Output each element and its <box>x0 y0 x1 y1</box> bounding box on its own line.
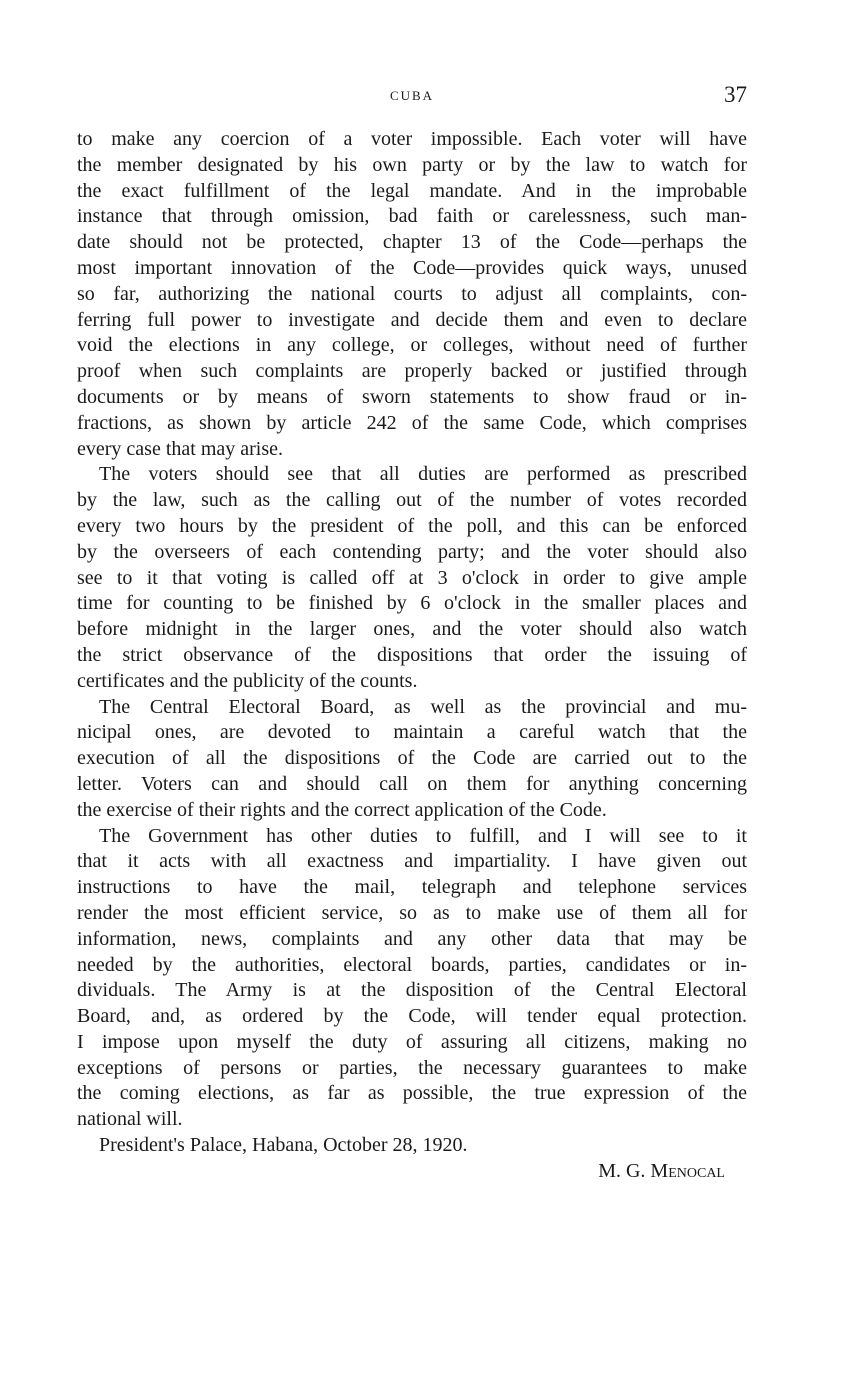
running-title: CUBA <box>389 88 435 103</box>
paragraph-2 <box>77 462 747 694</box>
text-line: to make any coercion of a voter impossible. Each voter will have <box>77 128 747 150</box>
text-line: void the elections in any college, or colleges, without need of further <box>77 334 747 357</box>
text-line: exceptions of persons or parties, the necessary guarantees to make <box>77 1056 747 1079</box>
text-line: letter. Voters can and should call on them for anything concerning <box>77 772 747 795</box>
text-line: proof when such complaints are properly backed or justified through <box>77 360 747 383</box>
text-line: dividuals. The Army is at the disposition of the Central Electoral <box>77 979 747 1002</box>
text-line: every two hours by the president of the poll, and this can be enforced <box>77 514 747 537</box>
text-line: needed by the authorities, electoral boards, parties, candidates or in- <box>77 953 747 976</box>
text-line: national will. <box>77 1108 183 1131</box>
text-line: so far, authorizing the national courts to adjust all complaints, con- <box>77 282 747 305</box>
text-line: instructions to have the mail, telegraph and telephone services <box>77 876 747 899</box>
text-line: ferring full power to investigate and decide them and even to declare <box>77 308 747 331</box>
text-line: information, news, complaints and any other data that may be <box>77 927 747 950</box>
text-line: every case that may arise. <box>77 437 284 460</box>
text-line: date should not be protected, chapter 13 of the Code—perhaps the <box>77 231 747 254</box>
text-line: by the overseers of each contending party; and the voter should also <box>77 540 747 563</box>
text-line: that it acts with all exactness and impartiality. I have given out <box>77 850 747 873</box>
text-line: execution of all the dispositions of the Code are carried out to the <box>77 747 747 770</box>
text-line: by the law, such as the calling out of the number of votes recorded <box>77 489 747 512</box>
paragraph-3 <box>77 695 747 824</box>
text-line: the coming elections, as far as possible, the true expression of the <box>77 1082 747 1105</box>
paragraph-1 <box>77 127 747 462</box>
page-number: 37 <box>724 82 747 107</box>
text-line: time for counting to be finished by 6 o'clock in the smaller places and <box>77 592 747 615</box>
text-line: I impose upon myself the duty of assuring all citizens, making no <box>77 1030 747 1053</box>
text-line: certificates and the publicity of the counts. <box>77 669 418 692</box>
text-line: instance that through omission, bad faith or carelessness, such man- <box>77 205 747 228</box>
dateline: President's Palace, Habana, October 28, 1920. <box>99 1134 468 1157</box>
text-line: fractions, as shown by article 242 of the same Code, which comprises <box>77 411 747 434</box>
text-line: see to it that voting is called off at 3 o'clock in order to give ample <box>77 566 747 589</box>
text-line: the exercise of their rights and the correct application of the Code. <box>77 798 607 821</box>
text-line: documents or by means of sworn statements to show fraud or in- <box>77 385 747 408</box>
text-line: The voters should see that all duties are performed as prescribed <box>99 463 747 486</box>
paragraph-4 <box>77 824 747 1134</box>
text-line: render the most efficient service, so as to make use of them all for <box>77 901 747 924</box>
text-line: the strict observance of the dispositions that order the issuing of <box>77 643 747 666</box>
signature: M. G. Menocal <box>598 1159 725 1182</box>
text-line: Board, and, as ordered by the Code, will tender equal protection. <box>77 1005 747 1028</box>
text-line: the exact fulfillment of the legal mandate. And in the improbable <box>77 179 747 202</box>
text-line: The Government has other duties to fulfill, and I will see to it <box>99 824 747 847</box>
body-text <box>77 127 747 1185</box>
text-line: before midnight in the larger ones, and the voter should also watch <box>77 618 747 641</box>
text-line: most important innovation of the Code—provides quick ways, unused <box>77 256 747 279</box>
text-line: the member designated by his own party or by the law to watch for <box>77 153 747 176</box>
running-head <box>77 82 747 112</box>
text-line: The Central Electoral Board, as well as the provincial and mu- <box>99 695 747 718</box>
text-line: nicipal ones, are devoted to maintain a careful watch that the <box>77 721 747 744</box>
